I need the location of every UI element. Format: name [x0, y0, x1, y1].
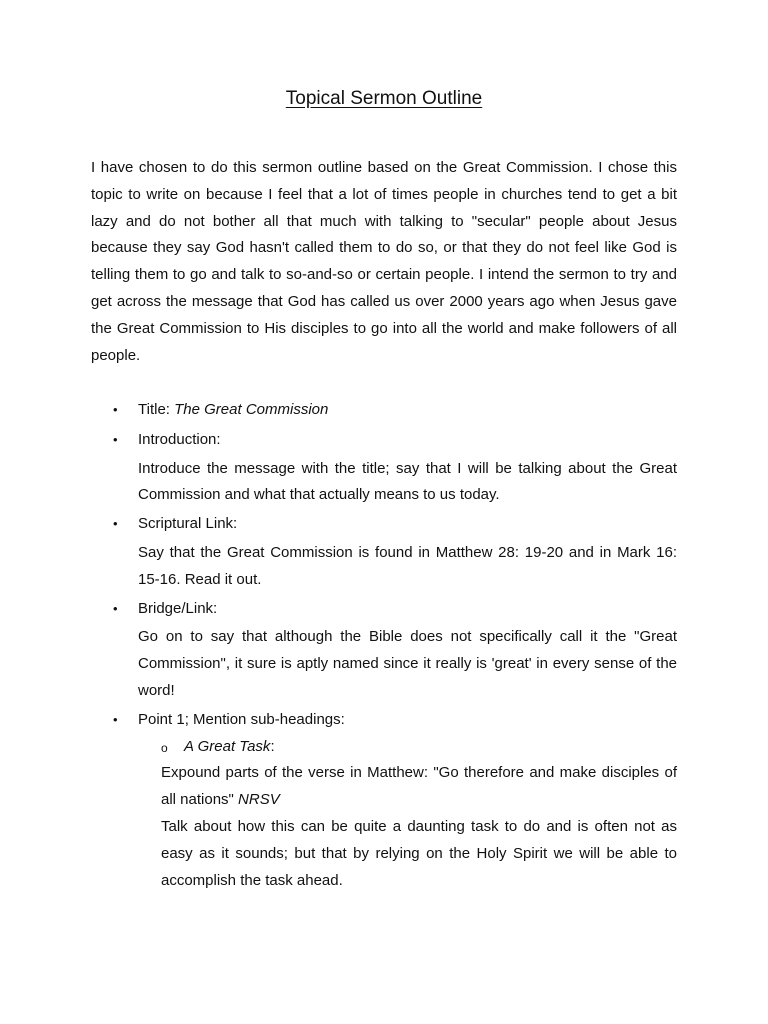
sub-item-great-task: [0, 734, 768, 895]
list-item-bridge-link: [0, 596, 768, 705]
sub-item-description-2: Talk about how this can be quite a daunting task to do and is often not as easy as it sounds; but that by relying on the Holy Spirit we will be able to accomplish the task ahead.: [161, 817, 677, 889]
sub-item-label: [184, 734, 768, 761]
item-label-text: Title:: [138, 401, 175, 418]
bullet-icon: •: [113, 600, 118, 616]
item-label: Introduction:: [138, 430, 221, 448]
list-item-point-1: [0, 707, 768, 895]
item-label: Scriptural Link:: [138, 515, 238, 533]
sub-desc-italic: NRSV: [238, 791, 280, 809]
sub-desc-text: Expound parts of the verse in Matthew: "Go therefore and make disciples of all nations": [161, 764, 677, 809]
item-description: Go on to say that although the Bible does not specifically call it the "Great Commission", it sure is aptly named since it really is 'great' in every sense of the word!: [138, 628, 677, 699]
sub-bullet-icon: o: [161, 740, 168, 755]
sub-item-label-italic: A Great Task: [184, 737, 271, 755]
item-label: Bridge/Link:: [138, 599, 218, 617]
bullet-icon: •: [113, 516, 118, 532]
intro-paragraph: I have chosen to do this sermon outline based on the Great Commission. I chose this topic to write on because I feel that a lot of times people in churches tend to get a bit lazy and do not bother all that much with talking to "secular" people about Jesus because they say God hasn't called them to do so, or that they do not feel like God is telling them to go and talk to so-and-so or certain people. I intend the sermon to try and get across the message that God has called us over 2000 years ago when Jesus gave the Great Commission to His disciples to go into all the world and make followers of all people.: [91, 159, 677, 364]
item-label-italic: The Great Commission: [174, 401, 329, 418]
list-item-introduction: [0, 427, 768, 509]
item-description: Say that the Great Commission is found in Matthew 28: 19-20 and in Mark 16: 15-16. Read it out.: [138, 543, 677, 588]
bullet-icon: •: [113, 431, 118, 447]
list-item-scriptural-link: [0, 511, 768, 593]
item-description: Introduce the message with the title; say that I will be talking about the Great Commission and what that actually means to us today.: [138, 459, 677, 504]
bullet-icon: •: [113, 402, 118, 417]
sermon-outline-list: [0, 397, 768, 894]
page-title: Topical Sermon Outline: [285, 88, 483, 109]
item-label: Point 1; Mention sub-headings:: [138, 710, 345, 728]
list-item-title: [0, 397, 768, 424]
bullet-icon: •: [113, 711, 118, 727]
sub-item-description-1: [161, 760, 677, 814]
item-label: [138, 397, 768, 424]
sub-item-label-suffix: :: [270, 737, 275, 755]
